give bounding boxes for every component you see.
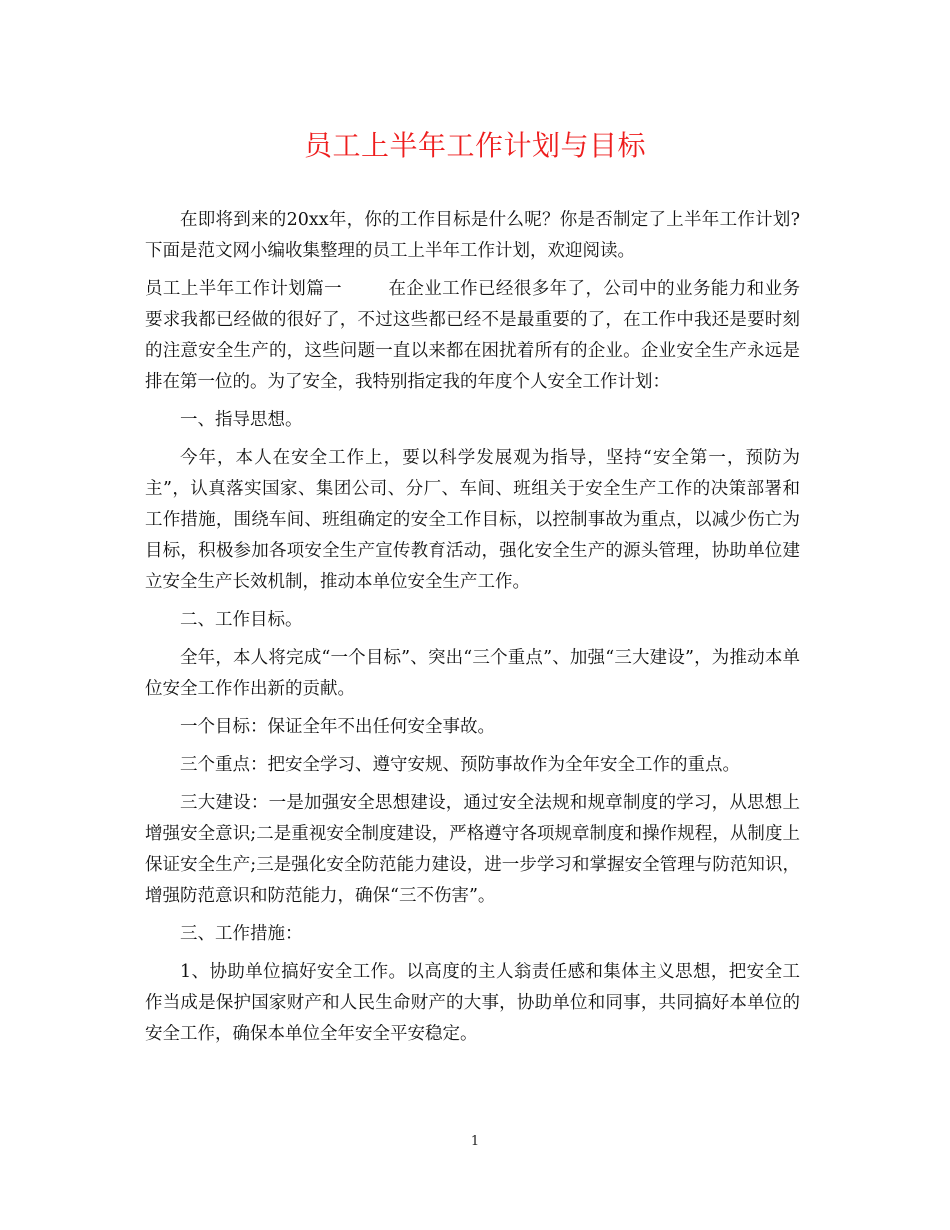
page-number: 1: [470, 1134, 480, 1149]
heading-guiding-ideology: 一、指导思想。: [180, 410, 303, 430]
heading-work-measures: 三、工作措施：: [180, 924, 303, 944]
document-body: [145, 205, 800, 1057]
three-focus-paragraph: 三个重点：把安全学习、遵守安规、预防事故作为全年安全工作的重点。: [180, 755, 740, 775]
document-title: 员工上半年工作计划与目标: [303, 129, 646, 162]
section-intro-paragraph: [145, 274, 800, 398]
guiding-ideology-paragraph: 今年，本人在安全工作上，要以科学发展观为指导，坚持“安全第一，预防为主”，认真落实国家、集团公司、分厂、车间、班组关于安全生产工作的决策部署和工作措施，围绕车间、班组确定的安全工作目标，以控制事故为重点，以减少伤亡为目标，积极参加各项安全生产宣传教育活动，强化安全生产的源头管理，协助单位建立安全生产长效机制，推动本单位安全生产工作。: [145, 448, 800, 592]
heading-work-goals: 二、工作目标。: [180, 610, 303, 630]
work-goals-paragraph: 全年，本人将完成“一个目标”、突出“三个重点”、加强“三大建设”，为推动本单位安全工作作出新的贡献。: [145, 648, 800, 699]
one-goal-paragraph: 一个目标：保证全年不出任何安全事故。: [180, 717, 495, 737]
three-constructions-paragraph: 三大建设：一是加强安全思想建设，通过安全法规和规章制度的学习，从思想上增强安全意识;二是重视安全制度建设，严格遵守各项规章制度和操作规程，从制度上保证安全生产;三是强化安全防范能力建设，进一步学习和掌握安全管理与防范知识，增强防范意识和防范能力，确保“三不伤害”。: [145, 793, 800, 906]
section-label: 员工上半年工作计划篇一: [145, 279, 343, 299]
measure-1-paragraph: 1、协助单位搞好安全工作。以高度的主人翁责任感和集体主义思想，把安全工作当成是保护国家财产和人民生命财产的大事，协助单位和同事，共同搞好本单位的安全工作，确保本单位全年安全平安稳定。: [145, 962, 800, 1044]
intro-paragraph: 在即将到来的20xx年，你的工作目标是什么呢？你是否制定了上半年工作计划?下面是范文网小编收集整理的员工上半年工作计划，欢迎阅读。: [145, 210, 800, 261]
section-intro-text: 在企业工作已经很多年了，公司中的业务能力和业务要求我都已经做的很好了，不过这些都已经不是最重要的了，在工作中我还是要时刻的注意安全生产的，这些问题一直以来都在困扰着所有的企业。企业安全生产永远是排在第一位的。为了安全，我特别指定我的年度个人安全工作计划：: [145, 279, 801, 392]
